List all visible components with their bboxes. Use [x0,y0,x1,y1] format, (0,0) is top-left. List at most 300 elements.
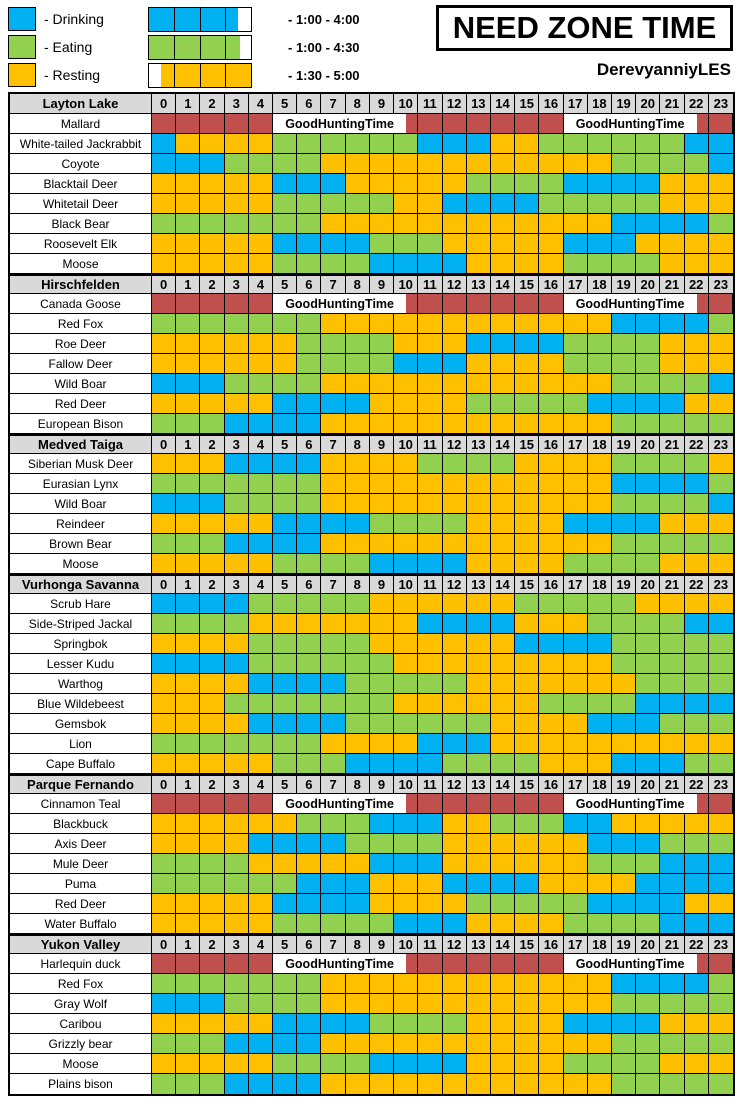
need-cell [636,814,660,834]
need-cell [660,594,684,614]
need-cell [225,734,249,754]
hour-header: 17 [564,936,588,954]
need-cell [273,494,297,514]
need-cell [297,194,321,214]
need-cell [200,894,224,914]
need-cell [346,894,370,914]
need-cell [491,454,515,474]
need-cell [685,194,709,214]
need-cell [564,514,588,534]
need-cell [443,234,467,254]
need-cell [346,914,370,934]
need-cell [225,634,249,654]
hour-header: 2 [200,936,224,954]
need-cell [394,714,418,734]
need-cell [636,614,660,634]
need-cell [636,694,660,714]
need-cell [564,654,588,674]
need-cell [515,354,539,374]
need-cell [273,454,297,474]
need-cell [370,1034,394,1054]
need-cell [321,194,345,214]
need-cell [297,514,321,534]
need-cell [346,214,370,234]
hour-header: 3 [225,936,249,954]
need-cell [491,734,515,754]
need-cell [515,754,539,774]
need-cell [467,194,491,214]
need-cell [443,994,467,1014]
need-cell [443,134,467,154]
animal-row [10,734,733,754]
need-cell [539,254,563,274]
need-cell [443,414,467,434]
good-hunting-time-label: GoodHuntingTime [273,954,406,973]
hour-header: 20 [636,936,660,954]
need-cell [249,554,273,574]
need-cell [225,354,249,374]
need-cell [564,814,588,834]
need-cell [539,1034,563,1054]
need-cell [321,734,345,754]
need-cell [685,734,709,754]
need-cell [200,454,224,474]
need-cell [588,314,612,334]
hour-header: 9 [370,776,394,794]
need-cell [370,974,394,994]
need-cell [321,134,345,154]
need-cell [612,734,636,754]
need-cell [370,534,394,554]
animal-row [10,974,733,994]
need-cell [588,374,612,394]
need-cell [200,154,224,174]
need-cell [515,694,539,714]
animal-name: Lesser Kudu [10,654,152,674]
need-cell [152,194,176,214]
need-cell [491,914,515,934]
good-hunting-cell [418,294,442,314]
need-cell [612,254,636,274]
need-cell [273,374,297,394]
animal-row [10,394,733,414]
need-cell [394,1034,418,1054]
hour-header: 23 [709,576,733,594]
hour-header: 4 [249,276,273,294]
need-cell [660,474,684,494]
hour-header: 11 [418,936,442,954]
need-cell [636,414,660,434]
need-cell [709,334,733,354]
need-cell [467,814,491,834]
need-cell [225,554,249,574]
good-hunting-time-label: GoodHuntingTime [273,794,406,813]
animal-name: Moose [10,254,152,274]
need-cell [515,514,539,534]
need-cell [321,314,345,334]
need-cell [225,674,249,694]
need-cell [491,974,515,994]
animal-name: Siberian Musk Deer [10,454,152,474]
need-cell [200,254,224,274]
animal-row [10,354,733,374]
need-cell [709,414,733,434]
need-cell [588,714,612,734]
need-cell [491,174,515,194]
need-cell [321,334,345,354]
need-cell [273,614,297,634]
need-cell [249,1034,273,1054]
need-cell [370,874,394,894]
need-cell [225,974,249,994]
good-hunting-cell [467,294,491,314]
legend-examples [148,6,360,90]
need-cell [297,894,321,914]
animal-name: Black Bear [10,214,152,234]
need-cell [515,134,539,154]
need-cell [660,734,684,754]
need-cell [612,874,636,894]
good-hunting-cell [443,794,467,814]
animal-row [10,894,733,914]
need-cell [370,634,394,654]
hour-header: 8 [346,576,370,594]
need-cell [564,374,588,394]
need-cell [588,814,612,834]
good-hunting-cell [709,114,733,134]
need-cell [200,734,224,754]
need-cell [225,814,249,834]
need-cell [176,854,200,874]
animal-name: Moose [10,1054,152,1074]
need-cell [443,214,467,234]
hour-header: 3 [225,436,249,454]
example-bar-gridcell [149,36,175,59]
need-cell [612,654,636,674]
need-cell [636,194,660,214]
need-cell [709,254,733,274]
need-cell [636,314,660,334]
need-cell [539,354,563,374]
hour-header: 16 [539,94,563,114]
need-cell [225,514,249,534]
need-cell [515,1034,539,1054]
need-cell [273,734,297,754]
need-cell [297,694,321,714]
hour-header: 12 [443,94,467,114]
hour-header: 6 [297,276,321,294]
example-bar-gridcell [149,64,175,87]
need-cell [709,974,733,994]
need-cell [394,1074,418,1094]
need-cell [564,994,588,1014]
need-cell [515,334,539,354]
need-cell [321,894,345,914]
hour-header: 20 [636,94,660,114]
animal-row [10,554,733,574]
hour-header: 12 [443,436,467,454]
need-cell [685,314,709,334]
need-cell [273,534,297,554]
need-cell [564,1014,588,1034]
need-cell [394,534,418,554]
example-bar-gridcell [201,36,227,59]
animal-row [10,754,733,774]
hour-header: 6 [297,576,321,594]
eating-swatch-icon [8,35,36,59]
need-cell [297,1054,321,1074]
need-cell [249,714,273,734]
need-cell [660,974,684,994]
hour-header: 21 [660,776,684,794]
good-hunting-cell [491,294,515,314]
need-cell [564,854,588,874]
hour-header: 6 [297,776,321,794]
animal-name: Side-Striped Jackal [10,614,152,634]
need-cell [539,474,563,494]
need-cell [709,814,733,834]
hour-header: 0 [152,576,176,594]
need-cell [370,474,394,494]
hour-header: 7 [321,776,345,794]
need-cell [660,614,684,634]
need-cell [709,1054,733,1074]
animal-row [10,854,733,874]
need-cell [321,994,345,1014]
need-cell [346,354,370,374]
need-cell [685,354,709,374]
hour-header: 22 [685,276,709,294]
need-cell [467,634,491,654]
need-cell [660,494,684,514]
need-cell [636,834,660,854]
need-cell [660,854,684,874]
need-cell [370,514,394,534]
need-cell [176,1074,200,1094]
hour-header: 17 [564,276,588,294]
hour-header: 2 [200,94,224,114]
need-cell [636,494,660,514]
need-cell [588,194,612,214]
good-hunting-cell [176,114,200,134]
need-cell [515,634,539,654]
good-hunting-cell [515,114,539,134]
need-cell [588,554,612,574]
need-cell [273,694,297,714]
need-cell [394,654,418,674]
need-cell [709,914,733,934]
need-cell [539,754,563,774]
need-cell [685,1034,709,1054]
animal-name: Brown Bear [10,534,152,554]
hour-header: 17 [564,94,588,114]
hour-header: 14 [491,576,515,594]
need-cell [491,394,515,414]
need-cell [370,994,394,1014]
animal-row [10,994,733,1014]
need-cell [200,594,224,614]
need-cell [297,734,321,754]
hour-header: 21 [660,276,684,294]
animal-name: Eurasian Lynx [10,474,152,494]
need-cell [321,534,345,554]
hour-header: 4 [249,776,273,794]
good-hunting-cell [249,294,273,314]
hour-header: 7 [321,576,345,594]
section-header-row [10,574,733,594]
need-cell [225,154,249,174]
hour-header: 10 [394,94,418,114]
need-cell [588,214,612,234]
good-hunting-cell [152,114,176,134]
example-time-range: - 1:00 - 4:30 [288,39,360,55]
good-hunting-cell [467,954,491,974]
need-cell [346,234,370,254]
need-cell [418,854,442,874]
need-cell [539,834,563,854]
need-cell [394,234,418,254]
hour-header: 18 [588,276,612,294]
need-cell [297,374,321,394]
need-cell [346,134,370,154]
need-cell [249,894,273,914]
need-cell [152,334,176,354]
need-cell [443,534,467,554]
need-cell [636,874,660,894]
hour-header: 15 [515,776,539,794]
need-cell [225,214,249,234]
need-cell [636,1014,660,1034]
need-cell [539,534,563,554]
need-cell [467,354,491,374]
animal-row [10,254,733,274]
need-cell [467,1074,491,1094]
need-cell [321,374,345,394]
need-cell [418,474,442,494]
need-cell [394,134,418,154]
need-cell [152,874,176,894]
hour-header: 18 [588,94,612,114]
need-cell [321,674,345,694]
need-cell [394,394,418,414]
need-cell [321,554,345,574]
need-cell [394,694,418,714]
need-cell [225,414,249,434]
need-cell [297,154,321,174]
need-cell [321,654,345,674]
need-cell [225,254,249,274]
animal-name: Roosevelt Elk [10,234,152,254]
need-cell [297,634,321,654]
need-cell [321,354,345,374]
need-cell [709,454,733,474]
need-cell [370,234,394,254]
need-cell [685,534,709,554]
need-cell [685,1074,709,1094]
need-cell [539,194,563,214]
need-cell [297,994,321,1014]
need-cell [346,454,370,474]
need-cell [249,1054,273,1074]
need-cell [588,154,612,174]
hour-header: 11 [418,276,442,294]
need-cell [418,694,442,714]
example-bar-gridcell [175,36,201,59]
need-cell [370,374,394,394]
need-cell [200,194,224,214]
need-cell [443,674,467,694]
need-cell [176,814,200,834]
need-cell [564,594,588,614]
need-cell [660,214,684,234]
hour-header: 11 [418,94,442,114]
need-cell [200,1074,224,1094]
need-cell [636,374,660,394]
need-cell [176,894,200,914]
animal-row [10,494,733,514]
need-cell [636,254,660,274]
need-cell [249,874,273,894]
hour-header: 3 [225,776,249,794]
need-cell [394,374,418,394]
need-cell [564,614,588,634]
need-cell [660,874,684,894]
need-cell [467,234,491,254]
need-cell [273,1074,297,1094]
example-bar [148,63,252,88]
need-cell [176,754,200,774]
need-cell [152,614,176,634]
need-cell [225,874,249,894]
need-cell [346,654,370,674]
hour-header: 7 [321,94,345,114]
need-cell [225,394,249,414]
need-cell [539,494,563,514]
need-cell [636,174,660,194]
need-cell [539,634,563,654]
need-cell [515,394,539,414]
need-cell [443,634,467,654]
hour-header: 18 [588,936,612,954]
need-cell [346,514,370,534]
need-cell [709,394,733,414]
need-cell [297,714,321,734]
need-cell [491,894,515,914]
need-cell [685,654,709,674]
need-cell [709,1034,733,1054]
need-cell [685,834,709,854]
need-cell [709,834,733,854]
need-cell [588,514,612,534]
good-hunting-cell [515,294,539,314]
need-cell [709,354,733,374]
need-cell [152,154,176,174]
need-cell [588,674,612,694]
need-cell [588,494,612,514]
hour-header: 7 [321,936,345,954]
need-cell [249,314,273,334]
need-cell [660,314,684,334]
need-cell [685,454,709,474]
need-cell [443,194,467,214]
need-cell [321,854,345,874]
need-cell [346,634,370,654]
need-cell [709,854,733,874]
need-cell [200,334,224,354]
need-cell [636,454,660,474]
need-cell [418,514,442,534]
need-cell [660,1014,684,1034]
